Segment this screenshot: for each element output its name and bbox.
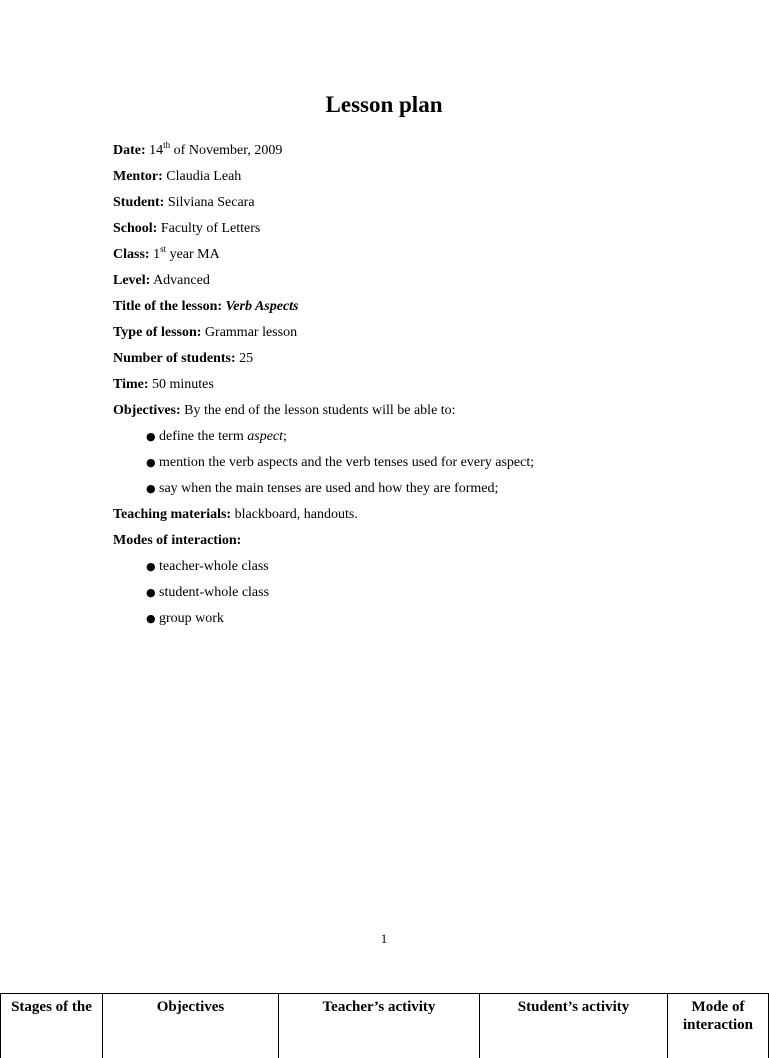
objective-item — [113, 479, 713, 505]
bullet-icon: ● — [146, 583, 159, 603]
student-row — [113, 193, 713, 219]
class-row — [113, 245, 713, 271]
objective-text: mention the verb aspects and the verb tenses used for every aspect; — [159, 455, 534, 470]
lesson-title-value: Verb Aspects — [226, 299, 299, 314]
modes-label: Modes of interaction: — [113, 533, 241, 548]
mode-text: group work — [159, 611, 224, 626]
class-rest: year MA — [166, 247, 220, 262]
mentor-value: Claudia Leah — [166, 169, 241, 184]
table-header-row — [1, 994, 769, 1058]
header-student-activity: Student’s activity — [480, 994, 668, 1058]
level-value: Advanced — [153, 273, 210, 288]
objectives-intro: By the end of the lesson students will be able to: — [184, 403, 455, 418]
lesson-title-row — [113, 297, 713, 323]
lesson-type-value: Grammar lesson — [205, 325, 297, 340]
student-value: Silviana Secara — [168, 195, 255, 210]
lesson-title-label: Title of the lesson: — [113, 299, 222, 314]
mode-item — [113, 583, 713, 609]
level-label: Level: — [113, 273, 150, 288]
mode-text: student-whole class — [159, 585, 269, 600]
date-day: 14 — [149, 143, 163, 158]
date-rest: of November, 2009 — [170, 143, 282, 158]
level-row — [113, 271, 713, 297]
header-stages: Stages of the — [1, 994, 103, 1058]
school-row — [113, 219, 713, 245]
mode-text: teacher-whole class — [159, 559, 269, 574]
time-row — [113, 375, 713, 401]
mode-item — [113, 557, 713, 583]
mentor-label: Mentor: — [113, 169, 163, 184]
lesson-type-row — [113, 323, 713, 349]
num-students-row — [113, 349, 713, 375]
objective-item — [113, 427, 713, 453]
materials-label: Teaching materials: — [113, 507, 231, 522]
bullet-icon: ● — [146, 427, 159, 447]
num-students-value: 25 — [239, 351, 253, 366]
school-value: Faculty of Letters — [161, 221, 261, 236]
class-num: 1 — [153, 247, 160, 262]
bullet-icon: ● — [146, 453, 159, 473]
time-value: 50 minutes — [152, 377, 214, 392]
time-label: Time: — [113, 377, 149, 392]
objective-text: define the term — [159, 429, 247, 444]
objectives-row — [113, 401, 713, 427]
bullet-icon: ● — [146, 557, 159, 577]
header-teacher-activity: Teacher’s activity — [279, 994, 480, 1058]
date-suffix: th — [163, 140, 170, 150]
date-row — [113, 141, 713, 167]
header-objectives: Objectives — [103, 994, 279, 1058]
materials-row — [113, 505, 713, 531]
date-label: Date: — [113, 143, 146, 158]
lesson-type-label: Type of lesson: — [113, 325, 201, 340]
student-label: Student: — [113, 195, 164, 210]
objective-item — [113, 453, 713, 479]
modes-row — [113, 531, 713, 557]
lesson-stages-table — [0, 993, 769, 1058]
class-label: Class: — [113, 247, 150, 262]
page-number: 1 — [0, 931, 768, 947]
document-title: Lesson plan — [0, 90, 768, 120]
objective-emphasis: aspect — [247, 429, 283, 444]
header-mode-of-interaction: Mode of interaction — [668, 994, 769, 1058]
materials-value: blackboard, handouts. — [235, 507, 358, 522]
objective-punct: ; — [283, 429, 287, 444]
bullet-icon: ● — [146, 609, 159, 629]
num-students-label: Number of students: — [113, 351, 236, 366]
lesson-info — [113, 141, 713, 635]
objective-text: say when the main tenses are used and how they are formed; — [159, 481, 498, 496]
mentor-row — [113, 167, 713, 193]
school-label: School: — [113, 221, 157, 236]
class-suffix: st — [160, 244, 166, 254]
bullet-icon: ● — [146, 479, 159, 499]
objectives-label: Objectives: — [113, 403, 181, 418]
mode-item — [113, 609, 713, 635]
